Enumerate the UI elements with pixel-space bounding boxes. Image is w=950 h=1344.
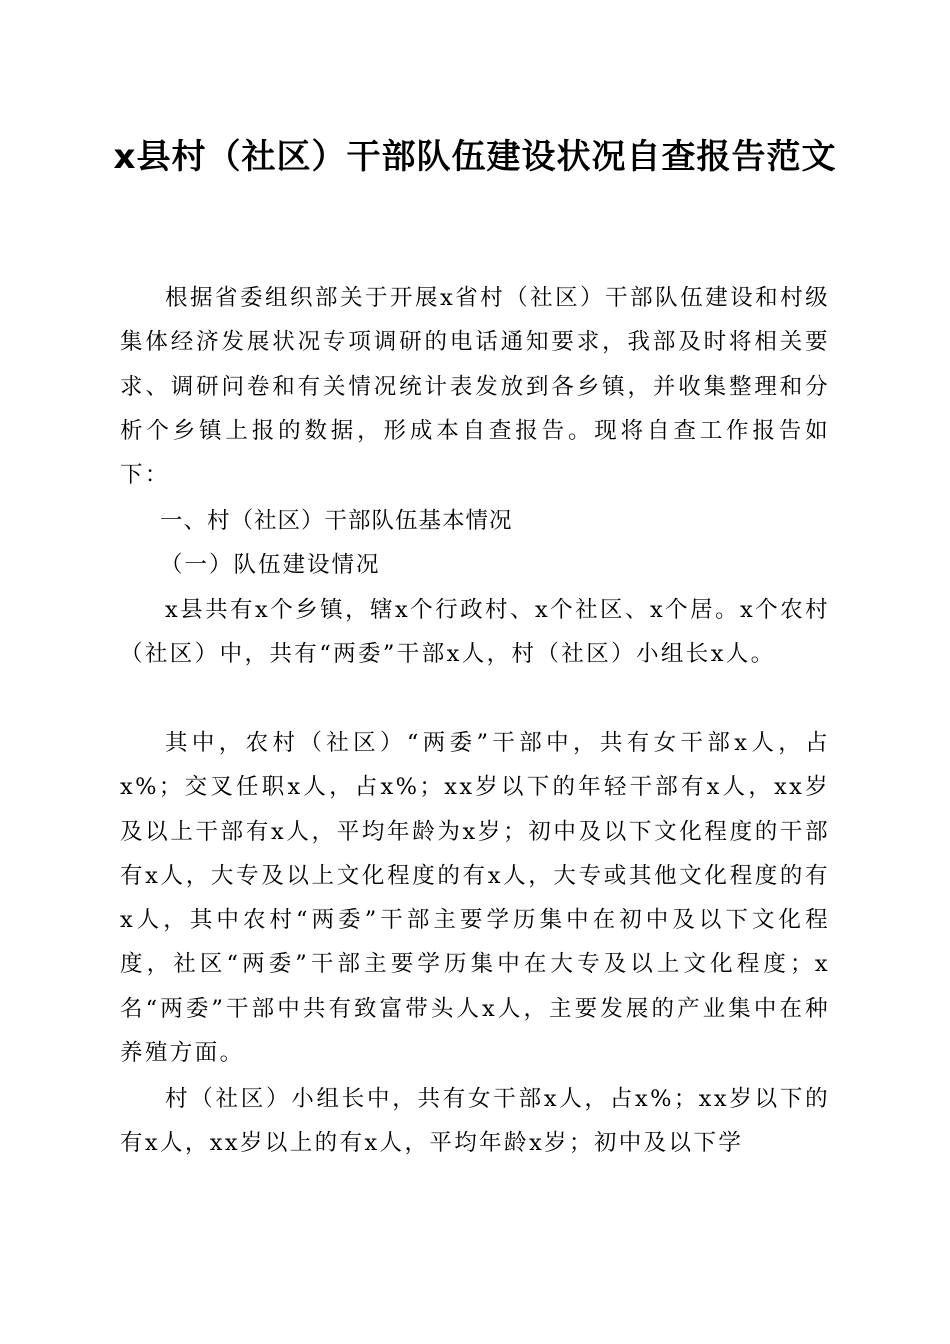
- subsection-heading: （一）队伍建设情况: [160, 552, 381, 578]
- intro-paragraph: 根据省委组织部关于开展x省村（社区）干部队伍建设和村级集体经济发展状况专项调研的电话通知要求，我部及时将相关要求、调研问卷和有关情况统计表发放到各乡镇，并收集整理和分析个乡镇上报的数据，形成本自查报告。现将自查工作报告如下：: [120, 285, 830, 489]
- body-paragraph: x县共有x个乡镇，辖x个行政村、x个社区、x个居。x个农村（社区）中，共有“两委”干部x人，村（社区）小组长x人。: [120, 597, 830, 668]
- section-heading: 一、村（社区）干部队伍基本情况: [160, 508, 513, 534]
- body-paragraph: 村（社区）小组长中，共有女干部x人，占x%；xx岁以下的有x人，xx岁以上的有x人，平均年龄x岁；初中及以下学: [120, 1086, 830, 1157]
- body-paragraph: 其中，农村（社区）“两委”干部中，共有女干部x人，占x%；交叉任职x人，占x%；xx岁以下的年轻干部有x人，xx岁及以上干部有x人，平均年龄为x岁；初中及以下文化程度的干部有x人，大专及以上文化程度的有x人，大专或其他文化程度的有x人，其中农村“两委”干部主要学历集中在初中及以下文化程度，社区“两委”干部主要学历集中在大专及以上文化程度；x名“两委”干部中共有致富带头人x人，主要发展的产业集中在种养殖方面。: [120, 730, 830, 1067]
- document-title: x县村（社区）干部队伍建设状况自查报告范文: [113, 137, 837, 177]
